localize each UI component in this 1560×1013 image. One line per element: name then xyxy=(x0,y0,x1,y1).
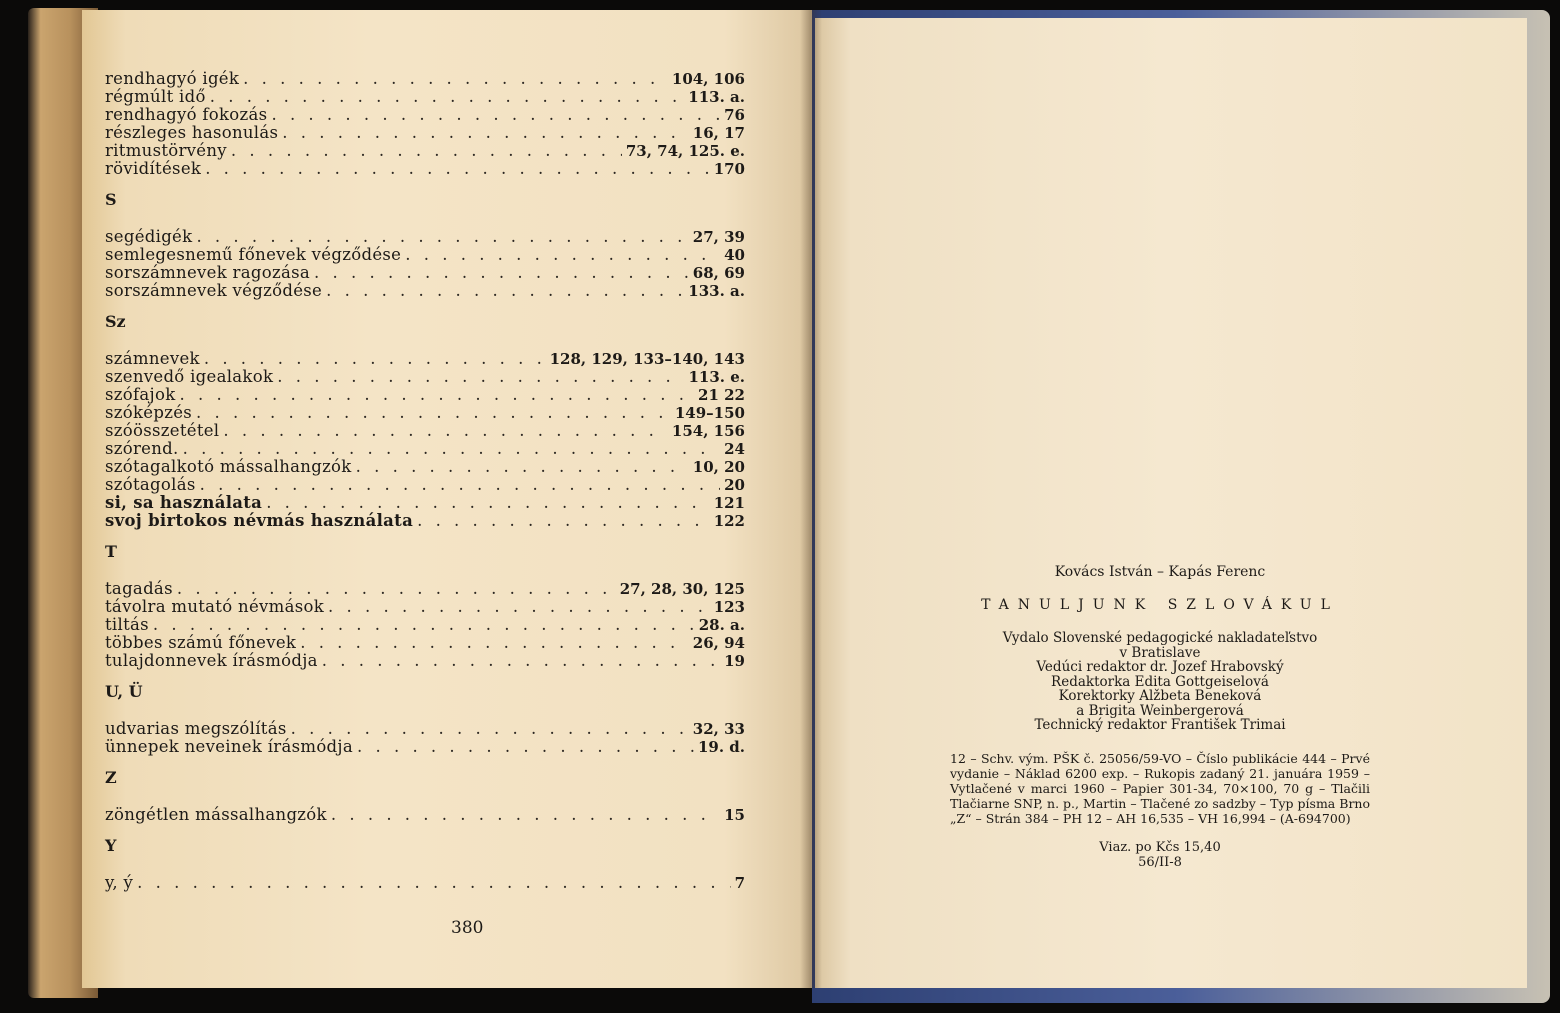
index-term: szóösszetétel xyxy=(105,421,220,440)
index-entry xyxy=(105,720,745,738)
index-term: szófajok xyxy=(105,385,176,404)
index-term: svoj birtokos névmás használata xyxy=(105,511,414,530)
index-term: y, ý xyxy=(105,873,134,892)
index-entry xyxy=(105,228,745,246)
index-section-heading: T xyxy=(105,542,117,561)
index-entry xyxy=(105,142,745,160)
dot-leader xyxy=(196,228,688,246)
index-term: tiltás xyxy=(105,615,149,634)
index-entry xyxy=(105,458,745,476)
index-entry xyxy=(105,88,745,106)
dot-leader xyxy=(200,476,720,494)
index-pages: 154, 156 xyxy=(671,422,745,440)
dot-leader xyxy=(243,70,668,88)
index-section-heading: S xyxy=(105,190,117,209)
subject-index xyxy=(105,70,745,892)
staff-line: Korektorky Alžbeta Beneková xyxy=(1058,688,1262,704)
dot-leader xyxy=(137,874,730,892)
index-term: zöngétlen mássalhangzók xyxy=(105,805,327,824)
index-entry xyxy=(105,264,745,282)
authors: Kovács István – Kapás Ferenc xyxy=(1054,564,1266,580)
index-entry xyxy=(105,422,745,440)
dot-leader xyxy=(357,738,694,756)
index-entry xyxy=(105,634,745,652)
index-term: részleges hasonulás xyxy=(105,123,279,142)
staff-line: v Bratislave xyxy=(1119,644,1201,661)
index-entry xyxy=(105,512,745,530)
index-entry xyxy=(105,580,745,598)
dot-leader xyxy=(328,598,710,616)
index-term: szótagolás xyxy=(105,475,196,494)
staff-line: a Brigita Weinbergerová xyxy=(1076,702,1244,719)
dot-leader xyxy=(314,264,689,282)
index-pages: 40 xyxy=(724,246,745,264)
index-entry xyxy=(105,160,745,178)
staff-list xyxy=(930,631,1390,733)
book-title: TANULJUNK SZLOVÁKUL xyxy=(981,597,1339,613)
index-term: semlegesnemű főnevek végződése xyxy=(105,245,402,264)
index-term: sorszámnevek végződése xyxy=(105,281,323,300)
index-pages: 24 xyxy=(724,440,745,458)
index-term: segédigék xyxy=(105,227,193,246)
index-pages: 76 xyxy=(724,106,745,124)
dot-leader xyxy=(266,494,710,512)
index-pages: 113. a. xyxy=(688,88,745,106)
dot-leader xyxy=(153,616,695,634)
index-term: udvarias megszólítás xyxy=(105,719,287,738)
index-section-heading: Sz xyxy=(105,312,126,331)
index-pages: 21 22 xyxy=(698,386,745,404)
dot-leader xyxy=(183,440,721,458)
dot-leader xyxy=(271,106,720,124)
index-term: tulajdonnevek írásmódja xyxy=(105,651,318,670)
index-entry xyxy=(105,738,745,756)
index-term: szóképzés xyxy=(105,403,193,422)
index-entry xyxy=(105,106,745,124)
index-term: ünnepek neveinek írásmódja xyxy=(105,737,353,756)
index-pages: 149–150 xyxy=(674,404,745,422)
index-section-heading: Z xyxy=(105,768,117,787)
index-section-heading: Y xyxy=(105,836,117,855)
index-pages: 104, 106 xyxy=(671,70,745,88)
dot-leader xyxy=(277,368,684,386)
index-pages: 170 xyxy=(713,160,745,178)
index-pages: 73, 74, 125. e. xyxy=(625,142,745,160)
index-term: sorszámnevek ragozása xyxy=(105,263,311,282)
staff-line: Vydalo Slovenské pedagogické nakladateľstvo xyxy=(1002,630,1318,646)
index-term: távolra mutató névmások xyxy=(105,597,325,616)
index-term: rendhagyó igék xyxy=(105,69,240,88)
dot-leader xyxy=(331,806,720,824)
index-term: számnevek xyxy=(105,349,200,368)
book-gutter xyxy=(800,10,822,988)
index-pages: 15 xyxy=(724,806,745,824)
index-pages: 16, 17 xyxy=(692,124,745,142)
index-pages: 68, 69 xyxy=(692,264,745,282)
price: Viaz. po Kčs 15,40 xyxy=(1099,839,1221,855)
index-pages: 19 xyxy=(724,652,745,670)
index-term: si, sa használata xyxy=(105,493,263,512)
index-pages: 123 xyxy=(713,598,745,616)
publication-specs: 12 – Schv. vým. PŠK č. 25056/59-VO – Číslo publikácie 444 – Prvé vydanie – Náklad 6200 exp. – Rukopis zadaný 21. januára 1959 – Vytlačené v marci 1960 – Papier 301-34, 70×100, 70 g – Tlačili Tlačiarne SNP, n. p., Martin – Tlačené zo sadzby – Typ písma Brno „Z“ – Strán 384 – PH 12 – AH 16,535 – VH 16,994 – (A-694700) xyxy=(950,750,1370,826)
index-entry xyxy=(105,476,745,494)
index-term: ritmustörvény xyxy=(105,141,227,160)
dot-leader xyxy=(405,246,720,264)
dot-leader xyxy=(322,652,720,670)
page-number: 380 xyxy=(451,918,484,938)
index-entry xyxy=(105,404,745,422)
dot-leader xyxy=(177,580,616,598)
dot-leader xyxy=(196,404,671,422)
index-pages: 20 xyxy=(724,476,745,494)
dot-leader xyxy=(180,386,695,404)
index-pages: 28. a. xyxy=(698,616,745,634)
dot-leader xyxy=(300,634,689,652)
index-entry xyxy=(105,124,745,142)
dot-leader xyxy=(356,458,689,476)
dot-leader xyxy=(231,142,622,160)
index-entry xyxy=(105,282,745,300)
staff-line: Technický redaktor František Trimai xyxy=(1034,717,1286,733)
index-pages: 27, 28, 30, 125 xyxy=(619,580,745,598)
index-term: rendhagyó fokozás xyxy=(105,105,268,124)
index-term: szótagalkotó mássalhangzók xyxy=(105,457,352,476)
index-pages: 7 xyxy=(734,874,745,892)
dot-leader xyxy=(291,720,689,738)
index-pages: 121 xyxy=(713,494,745,512)
price-line xyxy=(930,840,1390,870)
index-entry xyxy=(105,806,745,824)
staff-line: Redaktorka Edita Gottgeiselová xyxy=(1051,673,1269,690)
index-entry xyxy=(105,616,745,634)
print-code: 56/II-8 xyxy=(1138,854,1182,870)
index-pages: 128, 129, 133–140, 143 xyxy=(549,350,745,368)
index-pages: 122 xyxy=(713,512,745,530)
index-pages: 26, 94 xyxy=(692,634,745,652)
index-entry xyxy=(105,246,745,264)
index-term: szórend. xyxy=(105,439,179,458)
index-entry xyxy=(105,874,745,892)
index-pages: 32, 33 xyxy=(692,720,745,738)
staff-line: Vedúci redaktor dr. Jozef Hrabovský xyxy=(1036,659,1284,675)
index-pages: 133. a. xyxy=(688,282,745,300)
index-term: szenvedő igealakok xyxy=(105,367,274,386)
dot-leader xyxy=(204,350,546,368)
index-pages: 113. e. xyxy=(688,368,745,386)
dot-leader xyxy=(205,160,710,178)
index-entry xyxy=(105,386,745,404)
index-entry xyxy=(105,494,745,512)
index-entry xyxy=(105,350,745,368)
index-term: régmúlt idő xyxy=(105,87,206,106)
dot-leader xyxy=(210,88,685,106)
index-pages: 10, 20 xyxy=(692,458,745,476)
index-term: többes számú főnevek xyxy=(105,633,297,652)
dot-leader xyxy=(282,124,689,142)
index-entry xyxy=(105,652,745,670)
index-entry xyxy=(105,598,745,616)
dot-leader xyxy=(417,512,710,530)
index-section-heading: U, Ü xyxy=(105,682,143,701)
imprint-block xyxy=(930,565,1390,870)
index-entry xyxy=(105,70,745,88)
index-pages: 27, 39 xyxy=(692,228,745,246)
index-term: tagadás xyxy=(105,579,173,598)
index-pages: 19. d. xyxy=(697,738,745,756)
index-entry xyxy=(105,368,745,386)
index-entry xyxy=(105,440,745,458)
dot-leader xyxy=(326,282,684,300)
dot-leader xyxy=(223,422,668,440)
index-term: rövidítések xyxy=(105,159,202,178)
